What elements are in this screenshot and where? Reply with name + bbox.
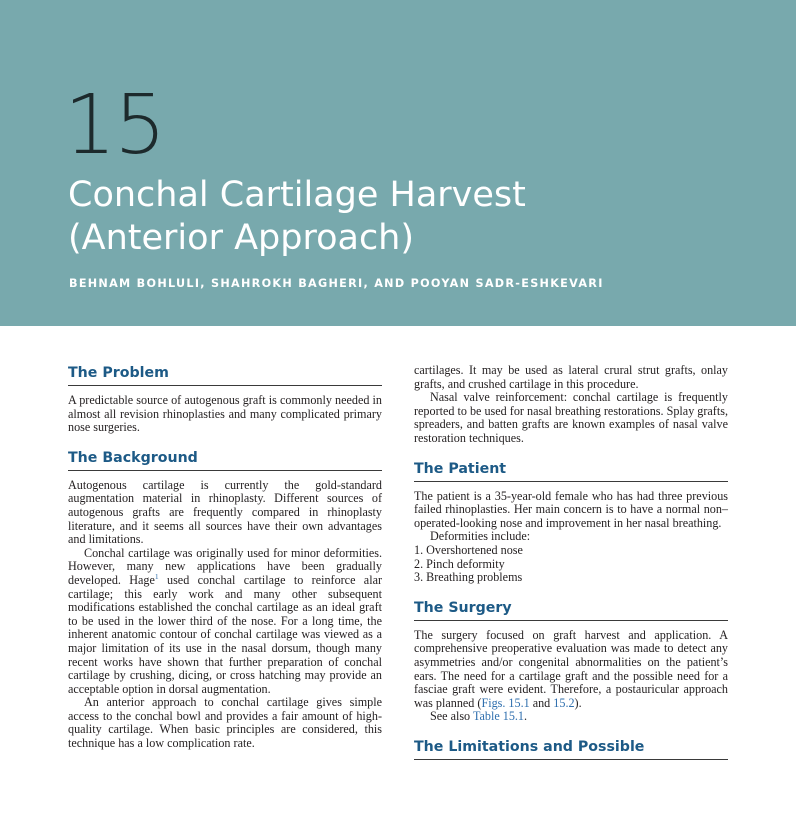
chapter-title-line-1: Conchal Cartilage Harvest [68,175,526,215]
background-paragraph-1: Autogenous cartilage is currently the gold-standard augmentation material in rhinoplasty. Different sources of autogenous grafts are frequently compared in rhinoplasty literature, and it seems all sources have their own advantages and limitations. [68,477,382,547]
right-column [414,364,728,768]
figure-link-15-1[interactable]: Figs. 15.1 [481,695,530,710]
background-paragraph-2-start: Conchal cartilage was originally used for minor deformities. However, many new applications have been gradually developed. Hage [68,545,382,587]
surgery-and-word: and [529,695,554,710]
chapter-authors: BEHNAM BOHLULI, SHAHROKH BAGHERI, AND POOYAN SADR-ESHKEVARI [69,277,604,290]
section-heading-patient: The Patient [414,460,728,482]
background-paragraph-3: An anterior approach to conchal cartilage gives simple access to the conchal bowl and provides a fair amount of high-quality cartilage. When basic principles are considered, this technique has a low complication rate. [68,695,382,751]
problem-paragraph: A predictable source of autogenous graft is commonly needed in almost all revision rhinoplasties and many complicated primary nose surgeries. [68,393,382,435]
reference-link-1[interactable]: 1 [154,571,159,581]
section-gap [414,446,728,460]
see-also-line [414,710,728,724]
section-heading-background: The Background [68,449,382,471]
section-heading-problem: The Problem [68,364,382,386]
continued-paragraph-2: Nasal valve reinforcement: conchal cartilage is frequently reported to be used for nasal breathing restorations. Splay grafts, spreaders, and batten grafts are known examples of nasal valve restoration techniques. [414,390,728,445]
chapter-number: 15 [64,78,165,173]
section-heading-surgery: The Surgery [414,599,728,621]
background-paragraph-2 [68,547,382,697]
section-gap [68,435,382,449]
see-also-text: See also [430,709,473,724]
deformities-list [414,544,728,585]
see-also-end: . [524,709,528,724]
surgery-paragraph-text: The surgery focused on graft harvest and application. A comprehensive preoperative evaluation was made to detect any asymmetries and/or congenital abnormalities on the patient’s ears. The need for a cartilage graft and the possible need for a fasciae graft were evident. Therefore, a postauricular approach was planned ( [414,627,728,710]
list-item: 3. Breathing problems [414,570,523,585]
chapter-title [68,174,768,260]
surgery-paragraph-end: ). [574,695,582,710]
table-link-15-1[interactable]: Table 15.1 [472,709,525,724]
patient-paragraph: The patient is a 35-year-old female who has had three previous failed rhinoplasties. Her main concern is to have a normal non–operated-looking nose and improvement in her nasal breathing. [414,488,728,530]
surgery-paragraph [414,629,728,711]
section-gap [414,724,728,738]
background-paragraph-2-end: used conchal cartilage to reinforce alar cartilage; this early work and many other subsequent modifications established the conchal cartilage as an ideal graft to be used in the lower third of the nose. For a long time, the inherent anatomic contour of conchal cartilage was viewed as a major limitation of its use in the nasal dorsum, though many recent works have shown that further preparation of conchal cartilage by crushing, dicing, or cross hatching may provide an acceptable option in dorsal augmentation. [68,572,383,696]
list-item: 1. Overshortened nose [414,542,523,557]
list-item: 2. Pinch deformity [414,556,505,571]
figure-link-15-2[interactable]: 15.2 [553,695,575,710]
chapter-title-line-2: (Anterior Approach) [68,218,415,258]
continued-paragraph-1: cartilages. It may be used as lateral crural strut grafts, onlay grafts, and crushed cartilage in this procedure. [414,363,728,391]
section-gap [414,585,728,599]
left-column [68,364,382,751]
deformities-intro: Deformities include: [430,529,531,544]
section-heading-limitations: The Limitations and Possible [414,738,728,760]
